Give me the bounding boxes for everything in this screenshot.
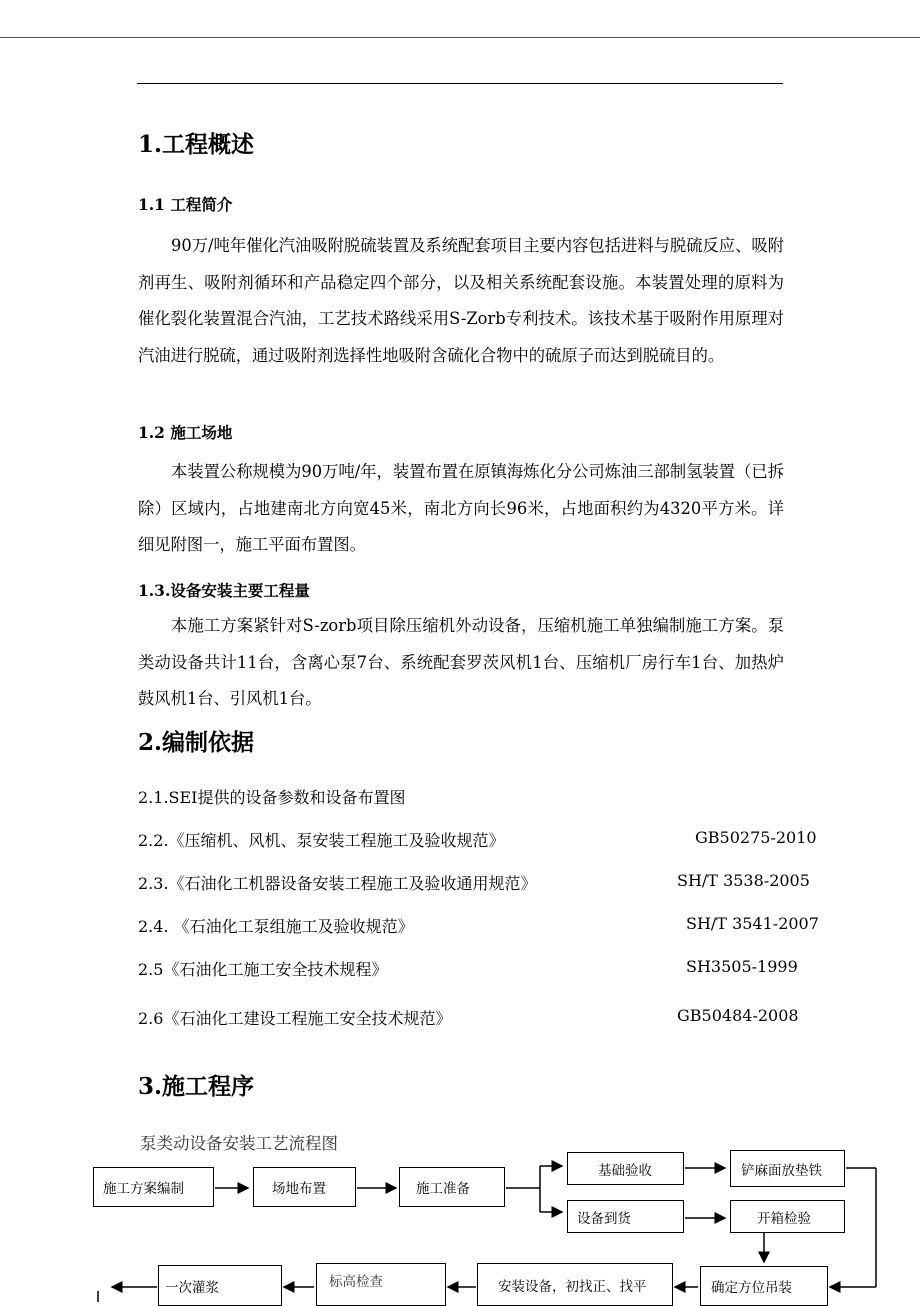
reference-code: SH/T 3538-2005 <box>677 871 810 890</box>
flow-step-foundation: 基础验收 <box>567 1152 684 1185</box>
reference-code: GB50484-2008 <box>677 1006 799 1025</box>
flow-step-grout: 一次灌浆 <box>158 1265 282 1306</box>
subsection-title-1-1: 1.1 工程简介 <box>138 195 233 214</box>
section-title-1: 1.工程概述 <box>138 131 255 158</box>
flow-step-prep: 施工准备 <box>399 1167 505 1207</box>
flowchart-caption: 泵类动设备安装工艺流程图 <box>140 1134 338 1153</box>
reference-item: 2.4. 《石油化工泵组施工及验收规范》 <box>138 917 414 936</box>
reference-item: 2.5《石油化工施工安全技术规程》 <box>138 960 388 979</box>
reference-code: GB50275-2010 <box>695 828 817 847</box>
section-title-2: 2.编制依据 <box>138 729 255 756</box>
flow-step-unpack: 开箱检验 <box>730 1200 845 1233</box>
reference-item: 2.3.《石油化工机器设备安装工程施工及验收通用规范》 <box>138 874 537 893</box>
paragraph-1-1: 90万/吨年催化汽油吸附脱硫装置及系统配套项目主要内容包括进料与脱硫反应、吸附剂再生、吸附剂循环和产品稳定四个部分，以及相关系统配套设施。本装置处理的原料为催化裂化装置混合汽油，工艺技术路线采用S-Zorb专利技术。该技术基于吸附作用原理对汽油进行脱硫，通过吸附剂选择性地吸附含硫化合物中的硫原子而达到脱硫目的。 <box>138 236 784 365</box>
flow-step-install: 安装设备，初找正、找平 <box>477 1263 673 1306</box>
flow-step-site: 场地布置 <box>253 1167 356 1207</box>
reference-item: 2.2.《压缩机、风机、泵安装工程施工及验收规范》 <box>138 831 505 850</box>
section-title-3: 3.施工程序 <box>138 1073 255 1100</box>
reference-code: SH3505-1999 <box>686 957 798 976</box>
flow-step-elevation: 标高检查 <box>316 1263 446 1306</box>
reference-code: SH/T 3541-2007 <box>686 914 819 933</box>
flow-step-shovel: 铲麻面放垫铁 <box>730 1150 845 1187</box>
paragraph-1-2: 本装置公称规模为90万吨/年，装置布置在原镇海炼化分公司炼油三部制氢装置（已拆除）区域内，占地建南北方向宽45米，南北方向长96米，占地面积约为4320平方米。详细见附图一，施工平面布置图。 <box>138 462 784 554</box>
reference-item: 2.6《石油化工建设工程施工安全技术规范》 <box>138 1009 452 1028</box>
flow-step-plan: 施工方案编制 <box>93 1167 214 1207</box>
subsection-title-1-3: 1.3.设备安装主要工程量 <box>138 581 310 600</box>
flow-step-hoist: 确定方位吊装 <box>700 1266 828 1306</box>
subsection-title-1-2: 1.2 施工场地 <box>138 423 233 442</box>
flow-step-arrival: 设备到货 <box>567 1200 684 1233</box>
reference-item: 2.1.SEI提供的设备参数和设备布置图 <box>138 788 406 807</box>
paragraph-1-3: 本施工方案紧针对S-zorb项目除压缩机外动设备，压缩机施工单独编制施工方案。泵类动设备共计11台，含离心泵7台、系统配套罗茨风机1台、压缩机厂房行车1台、加热炉鼓风机1台、引风机1台。 <box>138 616 784 708</box>
